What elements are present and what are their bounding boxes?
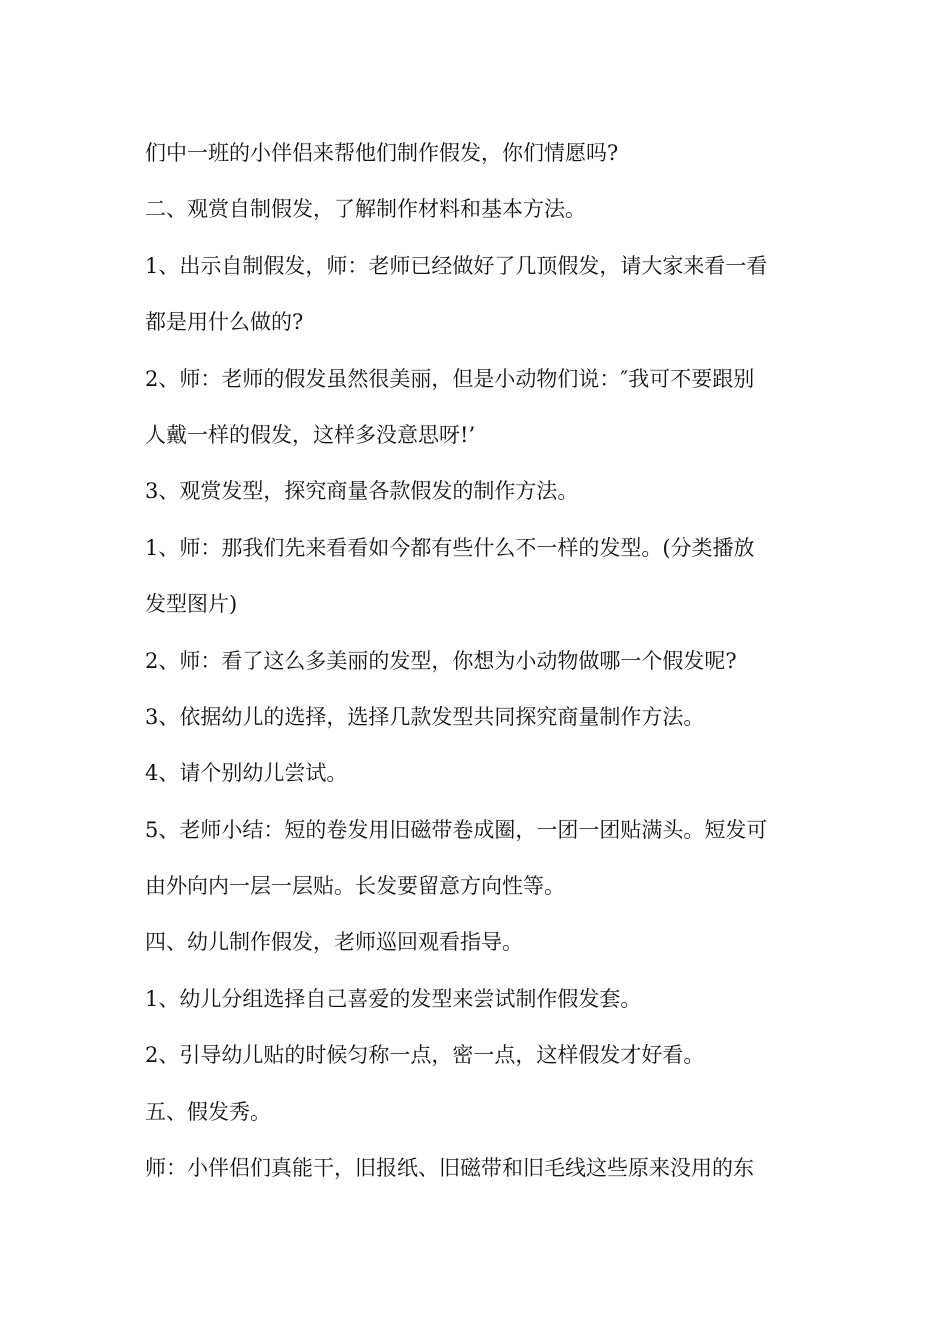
text-line: 1、幼儿分组选择自己喜爱的发型来尝试制作假发套。	[145, 986, 642, 1011]
section-heading: 四、幼儿制作假发，老师巡回观看指导。	[145, 930, 523, 955]
text-line: 5、老师小结：短的卷发用旧磁带卷成圈，一团一团贴满头。短发可	[145, 817, 768, 842]
text-line: 3、依据幼儿的选择，选择几款发型共同探究商量制作方法。	[145, 704, 705, 729]
text-line: 1、师：那我们先来看看如今都有些什么不一样的发型。(分类播放	[145, 535, 755, 560]
text-line: 2、师：老师的假发虽然很美丽，但是小动物们说：″我可不要跟别	[145, 366, 755, 391]
text-line: 2、引导幼儿贴的时候匀称一点，密一点，这样假发才好看。	[145, 1043, 705, 1068]
text-line: 发型图片)	[145, 592, 238, 617]
text-line: 人戴一样的假发，这样多没意思呀!’	[145, 422, 476, 447]
text-line: 4、请个别幼儿尝试。	[145, 761, 348, 786]
section-heading: 二、观赏自制假发，了解制作材料和基本方法。	[145, 197, 586, 222]
section-heading: 五、假发秀。	[145, 1099, 271, 1124]
text-line: 师：小伴侣们真能干，旧报纸、旧磁带和旧毛线这些原来没用的东	[145, 1156, 754, 1181]
text-line: 3、观赏发型，探究商量各款假发的制作方法。	[145, 479, 579, 504]
text-line: 都是用什么做的?	[145, 310, 304, 335]
document-body	[145, 125, 815, 1196]
text-line: 由外向内一层一层贴。长发要留意方向性等。	[145, 874, 565, 899]
text-line: 们中一班的小伴侣来帮他们制作假发，你们情愿吗?	[145, 141, 619, 165]
text-line: 2、师：看了这么多美丽的发型，你想为小动物做哪一个假发呢?	[145, 648, 737, 673]
text-line: 1、出示自制假发，师：老师已经做好了几顶假发，请大家来看一看	[145, 253, 768, 278]
